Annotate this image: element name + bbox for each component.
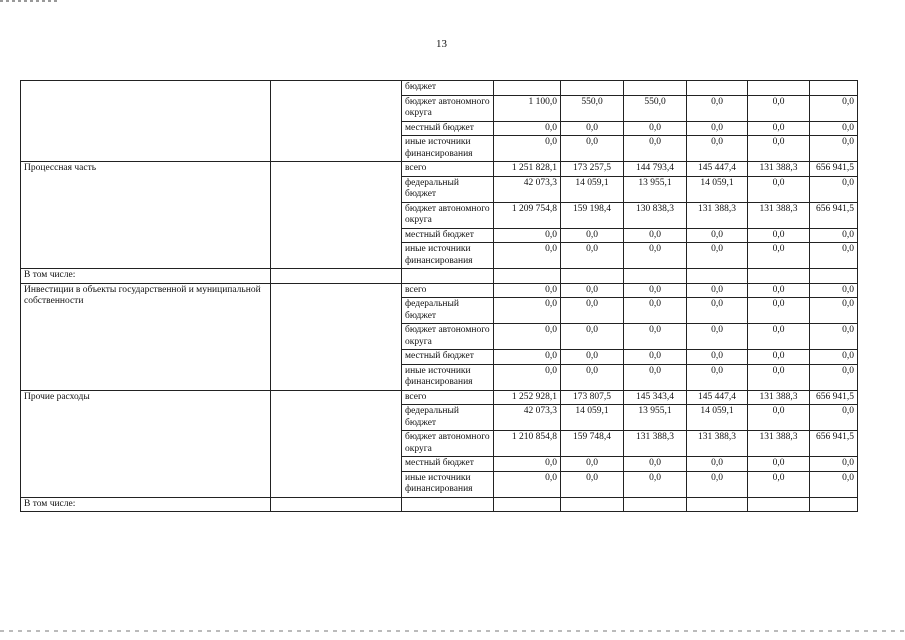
value-cell: 130 838,3 [624, 202, 687, 228]
value-cell: 0,0 [494, 364, 561, 390]
value-cell: 0,0 [810, 350, 858, 365]
value-cell: 144 793,4 [624, 162, 687, 177]
value-cell: 0,0 [494, 243, 561, 269]
value-cell: 0,0 [494, 350, 561, 365]
value-cell: 13 955,1 [624, 176, 687, 202]
empty-cell [687, 269, 748, 284]
funding-source: бюджет автономного округа [402, 95, 494, 121]
empty-cell [687, 497, 748, 512]
value-cell [494, 81, 561, 96]
value-cell: 0,0 [624, 136, 687, 162]
value-cell: 0,0 [624, 228, 687, 243]
value-cell: 42 073,3 [494, 405, 561, 431]
value-cell: 1 252 928,1 [494, 390, 561, 405]
value-cell [561, 81, 624, 96]
value-cell: 0,0 [494, 324, 561, 350]
value-cell: 656 941,5 [810, 390, 858, 405]
value-cell: 131 388,3 [748, 202, 810, 228]
value-cell: 0,0 [810, 324, 858, 350]
section-title: Процессная часть [21, 162, 271, 269]
value-cell: 145 343,4 [624, 390, 687, 405]
value-cell: 0,0 [810, 136, 858, 162]
funding-source: всего [402, 390, 494, 405]
value-cell: 0,0 [748, 350, 810, 365]
value-cell: 131 388,3 [624, 431, 687, 457]
value-cell: 0,0 [748, 136, 810, 162]
funding-source: всего [402, 162, 494, 177]
value-cell: 0,0 [687, 457, 748, 472]
value-cell: 0,0 [810, 283, 858, 298]
value-cell: 0,0 [561, 121, 624, 136]
value-cell: 0,0 [687, 324, 748, 350]
value-cell: 1 100,0 [494, 95, 561, 121]
value-cell: 0,0 [561, 471, 624, 497]
value-cell: 0,0 [810, 298, 858, 324]
funding-source: местный бюджет [402, 457, 494, 472]
value-cell: 0,0 [624, 471, 687, 497]
value-cell: 14 059,1 [687, 405, 748, 431]
empty-cell [561, 269, 624, 284]
value-cell: 0,0 [494, 121, 561, 136]
empty-cell [271, 269, 402, 284]
funding-source: бюджет [402, 81, 494, 96]
table-body [21, 81, 858, 512]
subheading-cell: В том числе: [21, 269, 271, 284]
value-cell: 0,0 [748, 471, 810, 497]
value-cell: 656 941,5 [810, 202, 858, 228]
funding-source: иные источники финансирования [402, 243, 494, 269]
value-cell: 0,0 [624, 457, 687, 472]
empty-cell [748, 269, 810, 284]
value-cell: 0,0 [624, 364, 687, 390]
value-cell [687, 81, 748, 96]
value-cell: 0,0 [810, 457, 858, 472]
value-cell: 0,0 [748, 405, 810, 431]
value-cell: 0,0 [687, 350, 748, 365]
value-cell: 0,0 [624, 350, 687, 365]
funding-source: всего [402, 283, 494, 298]
value-cell: 0,0 [748, 457, 810, 472]
value-cell: 159 198,4 [561, 202, 624, 228]
value-cell: 131 388,3 [687, 202, 748, 228]
table-row [21, 390, 858, 405]
scan-artifact-top [0, 0, 60, 2]
value-cell: 0,0 [624, 283, 687, 298]
value-cell: 0,0 [810, 176, 858, 202]
empty-cell [810, 269, 858, 284]
value-cell: 173 257,5 [561, 162, 624, 177]
value-cell: 0,0 [687, 283, 748, 298]
value-cell: 0,0 [561, 457, 624, 472]
subheading-row [21, 497, 858, 512]
funding-source: бюджет автономного округа [402, 431, 494, 457]
value-cell: 0,0 [561, 350, 624, 365]
value-cell: 1 209 754,8 [494, 202, 561, 228]
empty-cell [624, 269, 687, 284]
funding-source: местный бюджет [402, 350, 494, 365]
value-cell: 0,0 [748, 364, 810, 390]
value-cell: 145 447,4 [687, 162, 748, 177]
section-title: Прочие расходы [21, 390, 271, 497]
empty-cell [561, 497, 624, 512]
empty-cell [624, 497, 687, 512]
value-cell: 0,0 [624, 298, 687, 324]
empty-cell [494, 269, 561, 284]
value-cell: 14 059,1 [561, 176, 624, 202]
value-cell [810, 81, 858, 96]
value-cell: 0,0 [687, 121, 748, 136]
value-cell: 656 941,5 [810, 431, 858, 457]
value-cell [748, 81, 810, 96]
value-cell: 0,0 [561, 136, 624, 162]
value-cell: 0,0 [561, 324, 624, 350]
subheading-cell: В том числе: [21, 497, 271, 512]
value-cell: 0,0 [687, 243, 748, 269]
value-cell: 0,0 [810, 471, 858, 497]
value-cell: 656 941,5 [810, 162, 858, 177]
value-cell: 0,0 [494, 283, 561, 298]
value-cell: 0,0 [748, 95, 810, 121]
value-cell: 0,0 [687, 364, 748, 390]
value-cell: 0,0 [561, 243, 624, 269]
value-cell: 131 388,3 [748, 390, 810, 405]
value-cell: 0,0 [494, 298, 561, 324]
value-cell: 0,0 [748, 283, 810, 298]
value-cell: 0,0 [687, 95, 748, 121]
value-cell: 0,0 [748, 228, 810, 243]
funding-source: федеральный бюджет [402, 176, 494, 202]
page-number: 13 [436, 38, 447, 50]
funding-source: местный бюджет [402, 228, 494, 243]
section-title: Инвестиции в объекты государственной и муниципальной собственности [21, 283, 271, 390]
value-cell: 0,0 [810, 95, 858, 121]
empty-cell [402, 497, 494, 512]
value-cell: 1 210 854,8 [494, 431, 561, 457]
value-cell: 0,0 [561, 298, 624, 324]
funding-source: федеральный бюджет [402, 405, 494, 431]
executor-cell [271, 390, 402, 497]
value-cell: 145 447,4 [687, 390, 748, 405]
value-cell [624, 81, 687, 96]
value-cell: 173 807,5 [561, 390, 624, 405]
value-cell: 0,0 [687, 298, 748, 324]
section-title [21, 81, 271, 162]
empty-cell [748, 497, 810, 512]
executor-cell [271, 162, 402, 269]
value-cell: 0,0 [748, 324, 810, 350]
value-cell: 0,0 [810, 228, 858, 243]
value-cell: 0,0 [624, 324, 687, 350]
value-cell: 0,0 [494, 457, 561, 472]
value-cell: 131 388,3 [748, 162, 810, 177]
funding-source: иные источники финансирования [402, 471, 494, 497]
value-cell: 0,0 [810, 364, 858, 390]
executor-cell [271, 283, 402, 390]
funding-source: бюджет автономного округа [402, 324, 494, 350]
value-cell: 0,0 [561, 228, 624, 243]
value-cell: 0,0 [687, 228, 748, 243]
subheading-row [21, 269, 858, 284]
value-cell: 550,0 [624, 95, 687, 121]
table-row [21, 283, 858, 298]
value-cell: 42 073,3 [494, 176, 561, 202]
value-cell: 14 059,1 [687, 176, 748, 202]
value-cell: 0,0 [810, 405, 858, 431]
value-cell: 0,0 [561, 364, 624, 390]
value-cell: 0,0 [687, 471, 748, 497]
table-row [21, 162, 858, 177]
value-cell: 159 748,4 [561, 431, 624, 457]
executor-cell [271, 81, 402, 162]
value-cell: 0,0 [494, 228, 561, 243]
value-cell: 1 251 828,1 [494, 162, 561, 177]
funding-source: бюджет автономного округа [402, 202, 494, 228]
funding-source: федеральный бюджет [402, 298, 494, 324]
value-cell: 550,0 [561, 95, 624, 121]
value-cell: 0,0 [748, 243, 810, 269]
value-cell: 13 955,1 [624, 405, 687, 431]
value-cell: 0,0 [494, 471, 561, 497]
value-cell: 14 059,1 [561, 405, 624, 431]
funding-source: иные источники финансирования [402, 136, 494, 162]
empty-cell [494, 497, 561, 512]
empty-cell [402, 269, 494, 284]
funding-source: местный бюджет [402, 121, 494, 136]
empty-cell [810, 497, 858, 512]
value-cell: 0,0 [810, 243, 858, 269]
table-row [21, 81, 858, 96]
value-cell: 0,0 [624, 243, 687, 269]
value-cell: 0,0 [494, 136, 561, 162]
value-cell: 131 388,3 [748, 431, 810, 457]
value-cell: 131 388,3 [687, 431, 748, 457]
value-cell: 0,0 [624, 121, 687, 136]
budget-table [20, 80, 858, 512]
value-cell: 0,0 [810, 121, 858, 136]
empty-cell [271, 497, 402, 512]
funding-source: иные источники финансирования [402, 364, 494, 390]
value-cell: 0,0 [748, 121, 810, 136]
value-cell: 0,0 [687, 136, 748, 162]
value-cell: 0,0 [561, 283, 624, 298]
scan-artifact-bottom [0, 630, 905, 632]
value-cell: 0,0 [748, 176, 810, 202]
value-cell: 0,0 [748, 298, 810, 324]
